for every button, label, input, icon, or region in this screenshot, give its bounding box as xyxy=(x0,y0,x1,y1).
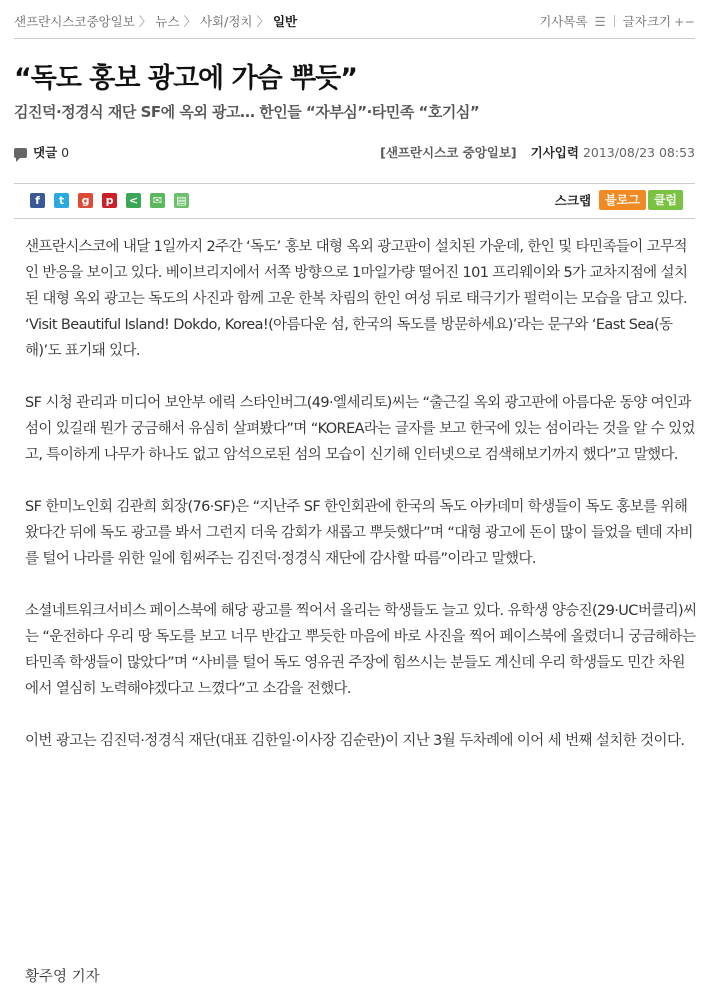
blog-scrap-button[interactable]: 블로그 xyxy=(599,190,646,210)
article-list-label: 기사목록 xyxy=(539,14,588,29)
breadcrumb-item-news[interactable]: 뉴스 xyxy=(155,14,180,29)
breadcrumb-separator: 〉 xyxy=(138,14,152,29)
facebook-icon[interactable]: f xyxy=(30,193,45,208)
share-bar xyxy=(14,183,695,219)
top-bar xyxy=(14,0,695,39)
article-subheadline: 김진덕·정경식 재단 SF에 옥외 광고… 한인들 “자부심”·타민족 “호기심” xyxy=(14,103,480,121)
comment-bubble-icon xyxy=(14,148,27,158)
breadcrumb-current[interactable]: 일반 xyxy=(272,14,298,29)
article-list-button[interactable] xyxy=(539,14,606,29)
scrap-label: 스크랩 xyxy=(554,193,592,208)
breadcrumb-separator: 〉 xyxy=(256,14,269,29)
article-paragraph: 샌프란시스코에 내달 1일까지 2주간 ‘독도’ 홍보 대형 옥외 광고판이 설치된 가운데, 한인 및 타민족들이 고무적인 반응을 보이고 있다. 베이브리지에서 서쪽 방향으로 1마일가량 떨어진 101 프리웨이와 5가 교차지점에 설치된 대형 옥외 광고는 독도의 사진과 함께 고운 한복 차림의 한인 여성 뒤로 태극기가 펄럭이는 모습을 담고 있다. ‘Visit Beautiful Island! Dokdo, Korea!(아름다운 섬, 한국의 독도를 방문하세요)’라는 문구와 ‘East Sea(동해)’도 표기돼 있다. xyxy=(25,239,688,359)
dateline xyxy=(380,143,695,161)
pinterest-icon[interactable]: p xyxy=(102,193,117,208)
comments-label: 댓글 xyxy=(33,145,58,160)
share-icons xyxy=(30,193,198,212)
article-byline: 황주영 기자 xyxy=(25,969,100,985)
plus-minus-icon: +− xyxy=(674,14,695,29)
comments-count: 0 xyxy=(61,145,70,160)
google-plus-icon[interactable]: g xyxy=(78,193,93,208)
font-size-button[interactable] xyxy=(623,14,695,29)
breadcrumb-separator: 〉 xyxy=(183,14,196,29)
comments-link[interactable] xyxy=(14,143,69,161)
list-icon: ☰ xyxy=(594,14,606,29)
article-paragraph: 소셜네트워크서비스 페이스북에 해당 광고를 찍어서 올리는 학생들도 늘고 있다. 유학생 양승진(29·UC버클리)씨는 “운전하다 우리 땅 독도를 보고 너무 반갑고 뿌듯한 마음에 바로 사진을 찍어 페이스북에 올렸더니 궁금해하는 타민족 학생들이 많았다”며 “사비를 털어 독도 영유권 주장에 힘쓰시는 분들도 계신데 우리 학생들도 민간 차원에서 열심히 노력해야겠다고 느꼈다”고 소감을 전했다. xyxy=(25,603,697,697)
scrap-area xyxy=(555,190,683,210)
article-source: [샌프란시스코 중앙일보] xyxy=(380,145,517,160)
print-icon[interactable]: ▤ xyxy=(174,193,189,208)
article-headline: “독도 홍보 광고에 가슴 뿌듯” xyxy=(14,63,357,94)
article-paragraph: SF 시청 관리과 미디어 보안부 에릭 스타인버그(49·엘세리토)씨는 “출근길 옥외 광고판에 아름다운 동양 여인과 섬이 있길래 뭔가 궁금해서 유심히 살펴봤다”며 “KOREA라는 글자를 보고 한국에 있는 섬이라는 것을 알 수 있었고, 특이하게 나무가 하나도 없고 암석으로된 섬의 모습이 신기해 인터넷으로 검색해보기까지 했다”고 말했다. xyxy=(25,395,695,463)
article-meta xyxy=(14,143,695,163)
article-paragraph: SF 한미노인회 김관희 회장(76·SF)은 “지난주 SF 한인회관에 한국의 독도 아카데미 학생들이 독도 홍보를 위해 왔다간 뒤에 독도 광고를 봐서 그런지 더욱 감회가 새롭고 뿌듯했다”며 “대형 광고에 돈이 많이 들었을 텐데 자비를 털어 나라를 위한 일에 힘써주는 김진덕·정경식 재단에 감사할 따름”이라고 말했다. xyxy=(25,499,693,567)
article-tools xyxy=(539,12,695,30)
font-size-label: 글자크기 xyxy=(622,14,672,29)
article-date: 2013/08/23 08:53 xyxy=(582,145,695,160)
divider xyxy=(614,15,615,27)
share-icon[interactable]: < xyxy=(126,193,141,208)
breadcrumb-item-home[interactable]: 샌프란시스코중앙일보 xyxy=(14,14,135,29)
club-scrap-button[interactable]: 클럽 xyxy=(648,190,683,210)
date-label: 기사입력 xyxy=(530,145,579,160)
article-paragraph: 이번 광고는 김진덕·정경식 재단(대표 김한일·이사장 김순란)이 지난 3월 두차례에 이어 세 번째 설치한 것이다. xyxy=(25,733,685,749)
twitter-icon[interactable]: t xyxy=(54,193,69,208)
email-icon[interactable]: ✉ xyxy=(150,193,165,208)
breadcrumb-item-society[interactable]: 사회/정치 xyxy=(199,14,253,29)
breadcrumb xyxy=(14,12,297,30)
article-body xyxy=(25,234,697,780)
